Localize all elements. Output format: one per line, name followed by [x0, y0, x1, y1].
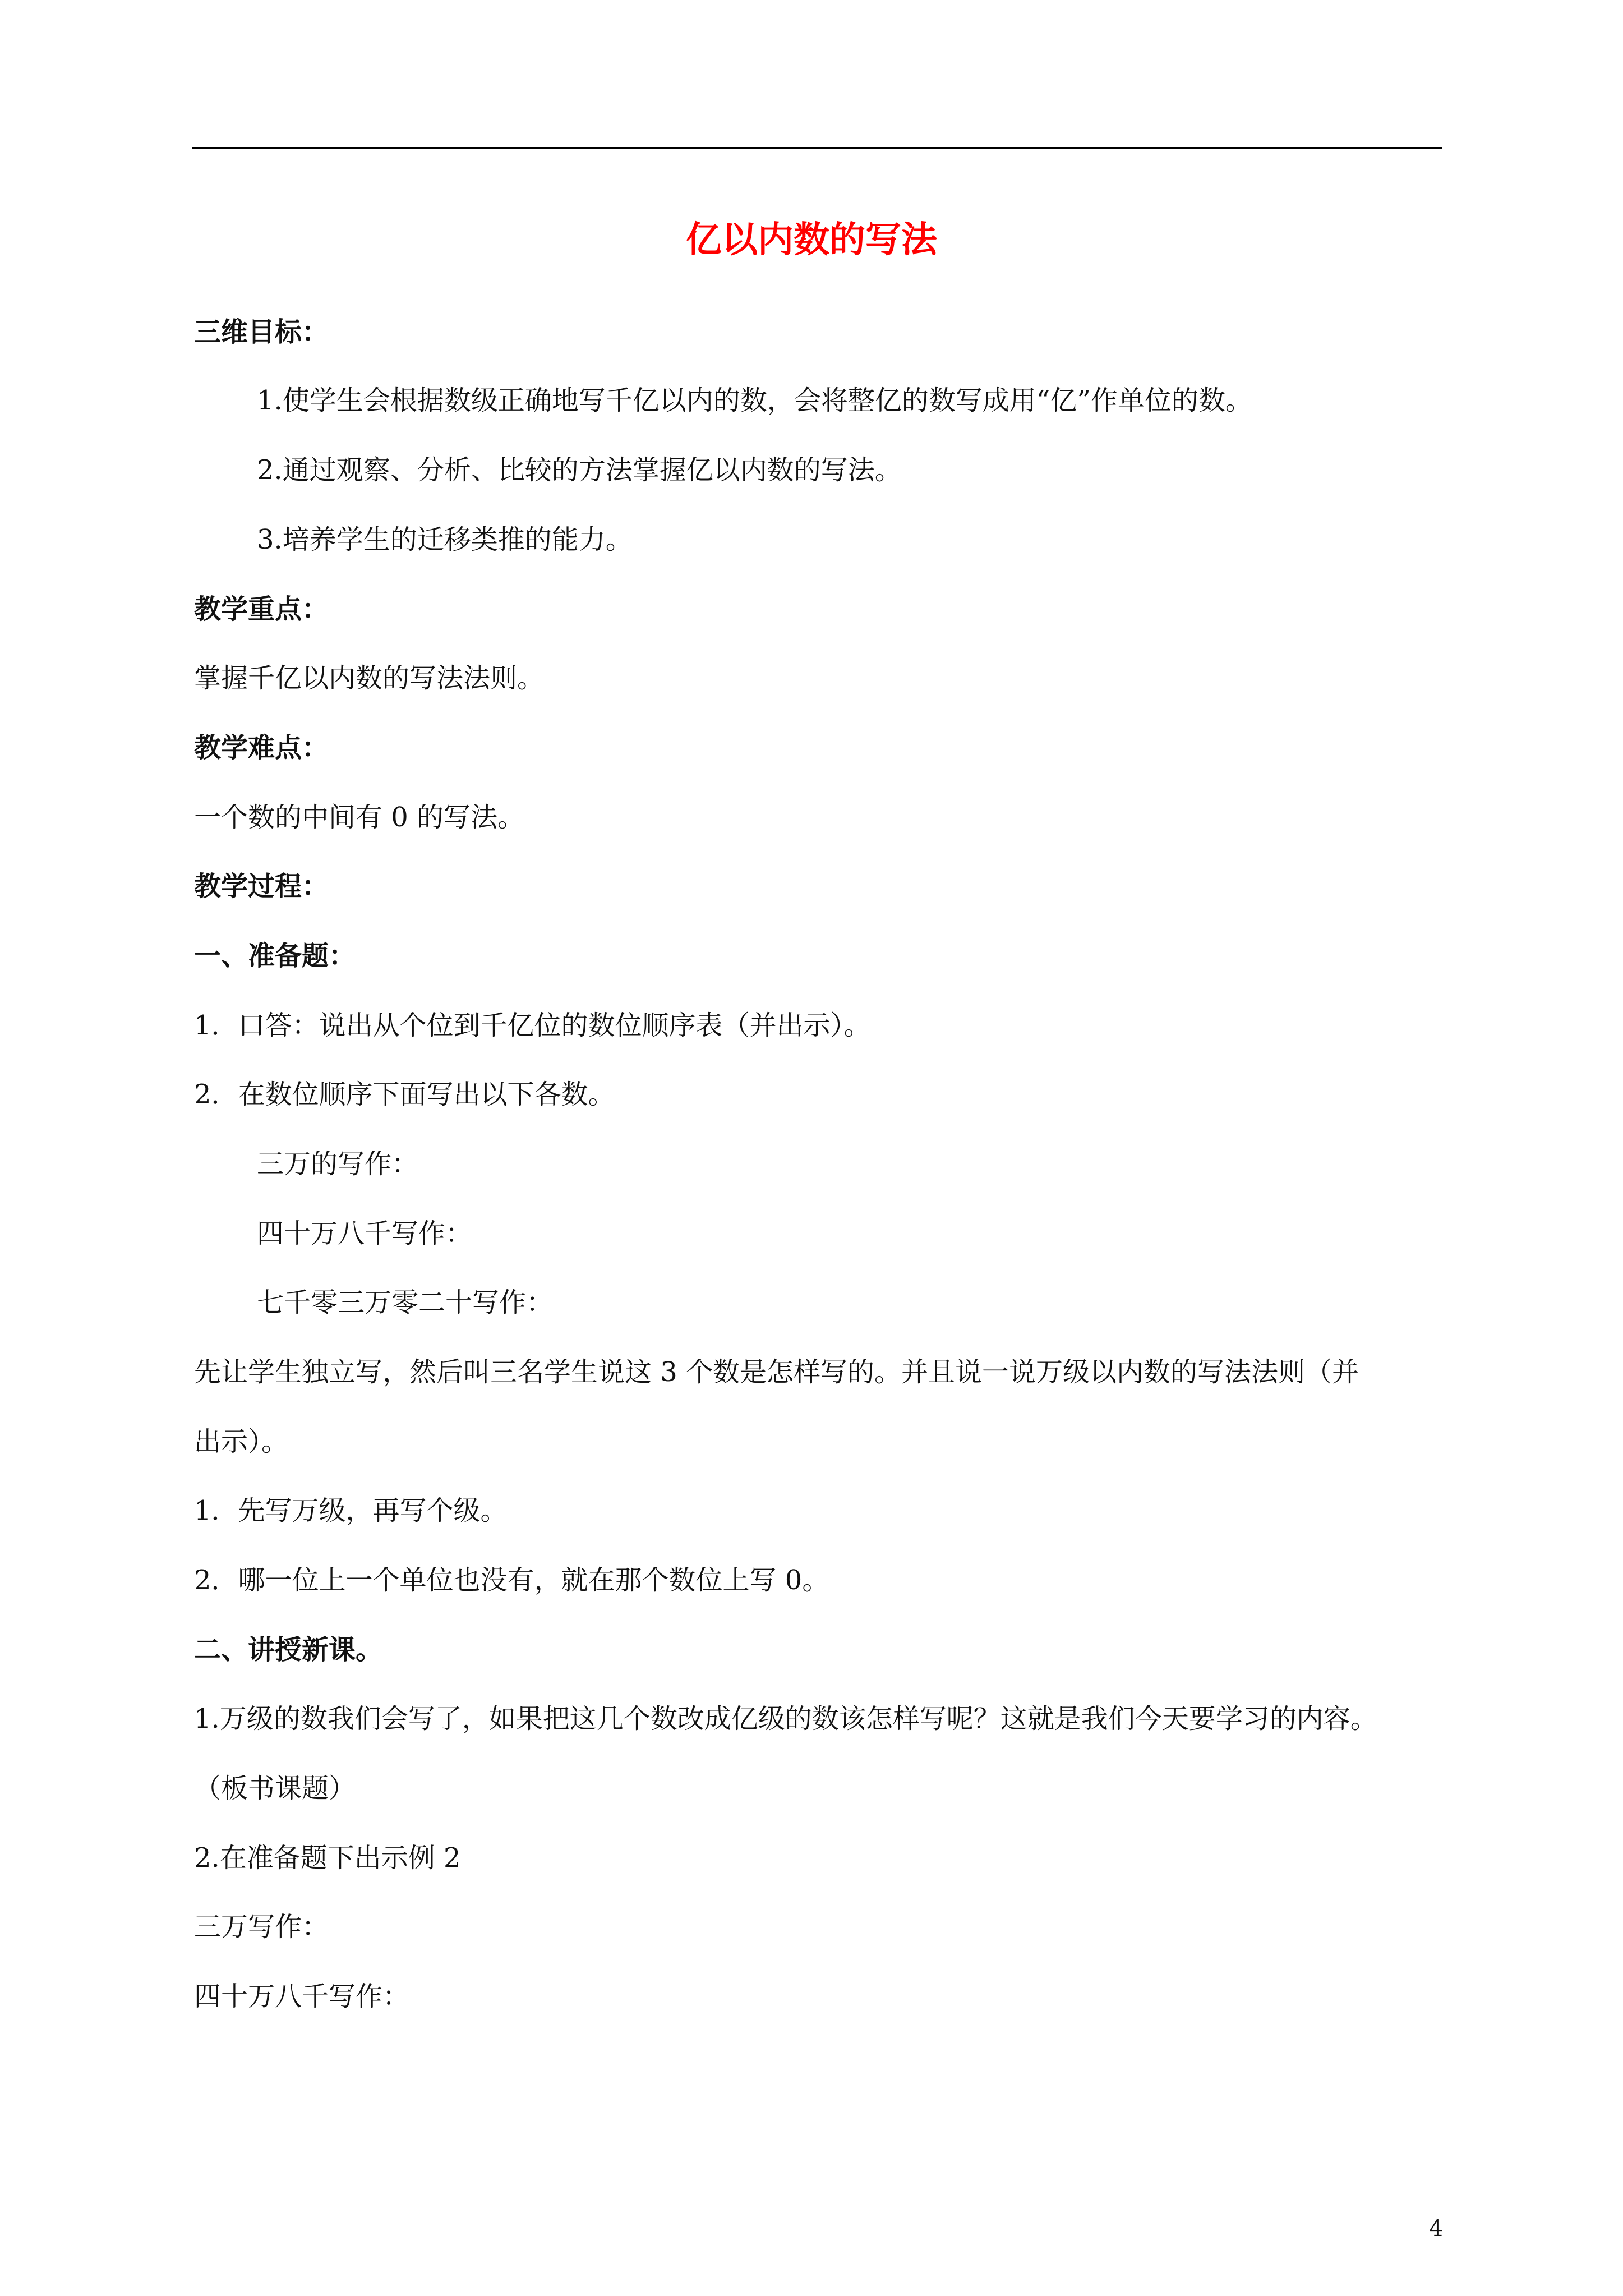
- rule-item: 1．先写万级，再写个级。: [194, 1495, 508, 1526]
- section-2-example: 三万写作：: [194, 1911, 329, 1943]
- key-point-text: 掌握千亿以内数的写法法则。: [194, 662, 545, 694]
- objective-item: 3.培养学生的迁移类推的能力。: [257, 524, 633, 555]
- difficulty-heading: 教学难点：: [194, 732, 329, 763]
- example-line: 三万的写作：: [257, 1148, 419, 1180]
- section-1-item: 2．在数位顺序下面写出以下各数。: [194, 1079, 615, 1110]
- section-1-item: 1．口答：说出从个位到千亿位的数位顺序表（并出示）。: [194, 1010, 871, 1041]
- section-2-item-1-line-1: 1.万级的数我们会写了，如果把这几个数改成亿级的数该怎样写呢？这就是我们今天要学习的内容。: [194, 1703, 1377, 1734]
- section-2-item-1-line-2: （板书课题）: [194, 1773, 356, 1804]
- instruction-paragraph-line-2: 出示）。: [194, 1426, 289, 1457]
- page-number: 4: [1429, 2216, 1444, 2242]
- difficulty-text: 一个数的中间有 0 的写法。: [194, 802, 525, 833]
- section-2-example: 四十万八千写作：: [194, 1981, 410, 2012]
- example-line: 四十万八千写作：: [257, 1218, 473, 1249]
- objective-item: 2.通过观察、分析、比较的方法掌握亿以内数的写法。: [257, 454, 902, 486]
- section-1-heading: 一、准备题：: [194, 940, 356, 972]
- example-line: 七千零三万零二十写作：: [257, 1287, 554, 1318]
- key-point-heading: 教学重点：: [194, 593, 329, 625]
- section-2-item-2: 2.在准备题下出示例 2: [194, 1842, 461, 1874]
- objectives-heading: 三维目标：: [194, 316, 329, 348]
- section-2-heading: 二、讲授新课。: [194, 1634, 383, 1665]
- instruction-paragraph-line-1: 先让学生独立写，然后叫三名学生说这 3 个数是怎样写的。并且说一说万级以内数的写法法则（并: [194, 1356, 1359, 1388]
- objective-item: 1.使学生会根据数级正确地写千亿以内的数，会将整亿的数写成用“亿”作单位的数。: [257, 385, 1252, 416]
- rule-item: 2．哪一位上一个单位也没有，就在那个数位上写 0。: [194, 1565, 829, 1596]
- document-title: 亿以内数的写法: [686, 219, 937, 261]
- process-heading: 教学过程：: [194, 871, 329, 902]
- header-rule: [192, 147, 1442, 149]
